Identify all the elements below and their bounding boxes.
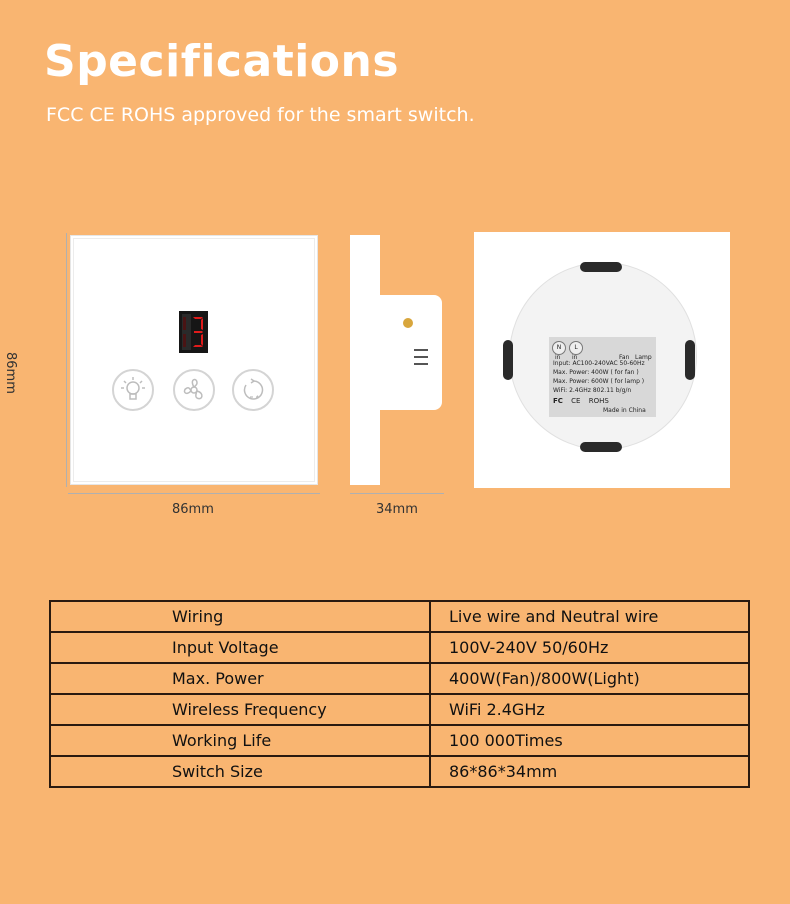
light-button[interactable] <box>112 369 154 411</box>
fcc-logo-icon: FC <box>553 397 563 405</box>
switch-side-plate <box>350 235 380 485</box>
switch-front-view <box>70 235 318 485</box>
page-title: Specifications <box>44 36 400 87</box>
side-terminal-icon <box>380 295 442 410</box>
terminal-n: N <box>552 341 566 355</box>
dimmer-button[interactable] <box>232 369 274 411</box>
mount-slot-left <box>503 340 513 380</box>
label-line-1: Input: AC100-240VAC 50-60Hz <box>553 360 645 367</box>
rating-label <box>549 337 656 417</box>
spec-key: Switch Size <box>50 756 430 787</box>
fan-button[interactable] <box>173 369 215 411</box>
digit-display-icon <box>179 311 208 353</box>
rohs-mark: ROHS <box>588 397 609 405</box>
table-row <box>50 632 749 663</box>
spec-table <box>49 600 750 788</box>
label-line-2: Max. Power: 400W ( for fan ) <box>553 369 639 376</box>
depth-dimension-label: 34mm <box>376 502 418 517</box>
terminal-l-sublabel: in <box>572 354 578 361</box>
glass-panel-border <box>73 238 315 482</box>
light-icon <box>114 371 152 409</box>
table-row <box>50 663 749 694</box>
table-row <box>50 725 749 756</box>
spec-value: WiFi 2.4GHz <box>430 694 749 725</box>
mount-slot-top <box>580 262 622 272</box>
spec-key: Working Life <box>50 725 430 756</box>
spec-value: 86*86*34mm <box>430 756 749 787</box>
spec-value: Live wire and Neutral wire <box>430 601 749 632</box>
mount-slot-bottom <box>580 442 622 452</box>
page-subtitle: FCC CE ROHS approved for the smart switch. <box>46 104 475 126</box>
dimmer-icon <box>234 371 272 409</box>
width-dimension-label: 86mm <box>172 502 214 517</box>
height-dimension-line <box>66 233 67 487</box>
spec-key: Max. Power <box>50 663 430 694</box>
label-line-3: Max. Power: 600W ( for lamp ) <box>553 378 645 385</box>
spec-value: 400W(Fan)/800W(Light) <box>430 663 749 694</box>
mount-slot-right <box>685 340 695 380</box>
output-fan: Fan <box>619 354 630 361</box>
table-row <box>50 601 749 632</box>
ce-logo-icon: CE <box>571 397 581 405</box>
spec-key: Input Voltage <box>50 632 430 663</box>
table-row <box>50 756 749 787</box>
terminal-n-sublabel: in <box>555 354 561 361</box>
fan-icon <box>175 371 213 409</box>
label-line-4: WiFi: 2.4GHz 802.11 b/g/n <box>553 387 632 394</box>
depth-dimension-line <box>350 493 444 494</box>
spec-key: Wiring <box>50 601 430 632</box>
switch-side-body <box>380 295 442 410</box>
spec-value: 100 000Times <box>430 725 749 756</box>
width-dimension-line <box>68 493 320 494</box>
made-in-label: Made in China <box>603 407 646 414</box>
table-row <box>50 694 749 725</box>
spec-key: Wireless Frequency <box>50 694 430 725</box>
spec-value: 100V-240V 50/60Hz <box>430 632 749 663</box>
terminal-l: L <box>569 341 583 355</box>
output-lamp: Lamp <box>635 354 652 361</box>
digit-display <box>179 311 208 353</box>
height-dimension-label: 86mm <box>3 352 18 394</box>
